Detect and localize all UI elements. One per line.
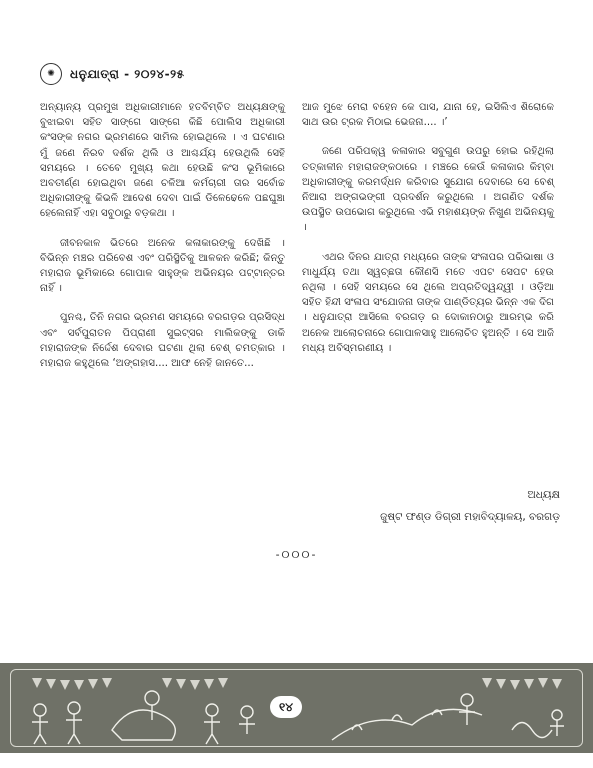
- page-header: [40, 62, 185, 86]
- left-paragraph-2: ଜୀବନକାଳ ଭିତରେ ଅନେକ କଳାକାରଙ୍କୁ ଦେଖିଛି । ବିଭିନ୍ନ ମଞ୍ଚର ପରିବେଶ ଏବଂ ପରିସ୍ଥିତିକୁ ଆଳକନ କରିଛି; କିନ୍ତୁ ମହାରାଜ ଭୂମିକାରେ ଗୋପାଳ ସାହୁଙ୍କ ଅଭିନୟର ପଟ୍ଟାନ୍ତର ନାହିଁ ।: [40, 237, 285, 295]
- right-paragraph-1: ଆଜ ମୁଝେ ମେରା ବହେନ କେ ପାସ, ଯାନା ହେ, ଇସିଲିଏ ଶିରୋକେ ସାଥ ଉର ଟ୍ରକ ମିଠାଇ ଭେଜନା.... ।’: [302, 102, 554, 129]
- left-column: [40, 100, 285, 385]
- left-paragraph-3: ପୁନଶ୍ଚ, ତିନି ନଗର ଭ୍ରମଣ ସମୟରେ ବରଗଡ଼ର ପ୍ରସିଦ୍ଧ ଏବଂ ସର୍ବପୁରାତନ ପିପ୍ରାଣୀ ସୁଇଟ୍‌ସର ମାଲିକଙ୍କୁ ଡାକି ମହାରାଜଙ୍କ ନିର୍ଦ୍ଦେଶ ଦେବାର ଘଟଣା ଥିଲା ବେଶ୍ ଚମତ୍କାର । ମହାରାଜ କହୁଥିଲେ ‘ଅଙ୍ଗହାସ.... ଆଫ ନେହି ଜାନତେ...: [40, 312, 285, 370]
- header-title: ଧନୁଯାତ୍ରା - ୨୦୨୪-୨୫: [70, 66, 185, 81]
- bunting-flags-icon: [32, 678, 562, 690]
- left-paragraph-1: ଅନ୍ୟାନ୍ୟ ପ୍ରମୁଖ ଅଧିକାରୀମାନେ ହତବିମ୍ବିତ ଅଧ୍ୟକ୍ଷଙ୍କୁ ବୁଝାଇବା ସହିତ ସାଙ୍ଗେ ସାଙ୍ଗେ କିଛି ପୋଲିସ ଅଧିକାରୀ କଂସଙ୍କ ନଗର ଭ୍ରମଣରେ ସାମିଲ ହୋଇଥିଲେ । ଏ ଘଟଣାର ମୁଁ ଜଣେ ନିରବ ଦର୍ଶକ ଥିଲି ଓ ଆଶ୍ଚର୍ଯ୍ୟ ହେଉଥିଲି ସେହି ସମୟରେ । ତେବେ ମୁଖ୍ୟ କଥା ହେଉଛି କଂସ ଭୂମିକାରେ ଅବତୀର୍ଣ୍ଣ ହୋଇଥିବା ଜଣେ ଚଳିଆ କର୍ମଚାରୀ ତାର ସର୍ବୋଚ୍ଚ ଅଧିକାରୀଙ୍କୁ କିଭଳି ଆଦେଶ ଦେବା ପାଇଁ ଡିଳେଢେଳେ ପଛଘୁଞ୍ଚା ହେଲେନାହିଁ ଏହା ସବୁଠାରୁ ବଡ଼କଥା ।: [40, 102, 285, 220]
- right-paragraph-2: ଜଣେ ପରିପକ୍ୱ କଳାକାର ସବୁଗୁଣ ଉପରୁ ହୋଇ ରହିଥିଲା ତତ୍‌କାଳୀନ ମହାରାଜଙ୍କଠାରେ । ମଞ୍ଚରେ କେଉଁ କଳାକାର କିମ୍ବା ଅଧିକାରୀଙ୍କୁ କରମର୍ଦ୍ଧନ କରିବାର ସୁଯୋଗ ଦେବାରେ ସେ ବେଶ୍ ନିଆରା ଅଙ୍ଗଭଙ୍ଗୀ ପ୍ରଦର୍ଶନ କରୁଥିଲେ । ଅଗଣିତ ଦର୍ଶକ ଉପସ୍ଥିତ ଉପଭୋଗ କରୁଥିଲେ ଏଭି ମହାଶୟଙ୍କ ନିଖୁଣ ଅଭିନୟକୁ ।: [302, 146, 554, 234]
- right-column: [302, 100, 554, 370]
- right-paragraph-3: ଏଥର ଦିନର ଯାତ୍ରା ମଧ୍ୟରେ ତାଙ୍କ ସଂଳାପର ପରିଭାଷା ଓ ମାଧୁର୍ଯ୍ୟ ତଥା ସ୍ୱଚ୍ଛତା କୌଣସି ମତେ ଏପଟ ସେପଟ ହେଉ ନଥିଲା । ସେହି ସମୟରେ ସେ ଥିଲେ ଅପ୍ରତିଦ୍ୱନ୍ଦ୍ୱୀ । ଓଡ଼ିଆ ସହିତ ହିନ୍ଦୀ ସଂଳାପ ସଂଯୋଜନା ତାଙ୍କ ପାଣ୍ଡିତ୍ୟର ଭିନ୍ନ ଏକ ଦିଗ । ଧନୁଯାତ୍ରା ଆସିଲେ ବରଗଡ଼ ର ଦୋକାନଠାରୁ ଆରମ୍ଭ କରି ଅନେକ ଆଲୋଚନାରେ ଗୋପାଳସାହୁ ଆଲୋଚିତ ହୁଅନ୍ତି । ସେ ଆଜି ମଧ୍ୟ ଅବିସ୍ମରଣୀୟ ।: [302, 251, 554, 354]
- signature-block: [360, 487, 560, 525]
- section-separator: -୦୦୦-: [275, 548, 318, 561]
- signature-role: ଅଧ୍ୟକ୍ଷ: [527, 489, 560, 501]
- page-number: ୧୪: [270, 696, 302, 718]
- signature-institution: ଜୁଷ୍ଟ ଫଣ୍ଡ ଡିଗ୍ରୀ ମହାବିଦ୍ୟାଳୟ, ବରଗଡ଼: [380, 511, 560, 523]
- emblem-icon: ✺: [40, 63, 62, 85]
